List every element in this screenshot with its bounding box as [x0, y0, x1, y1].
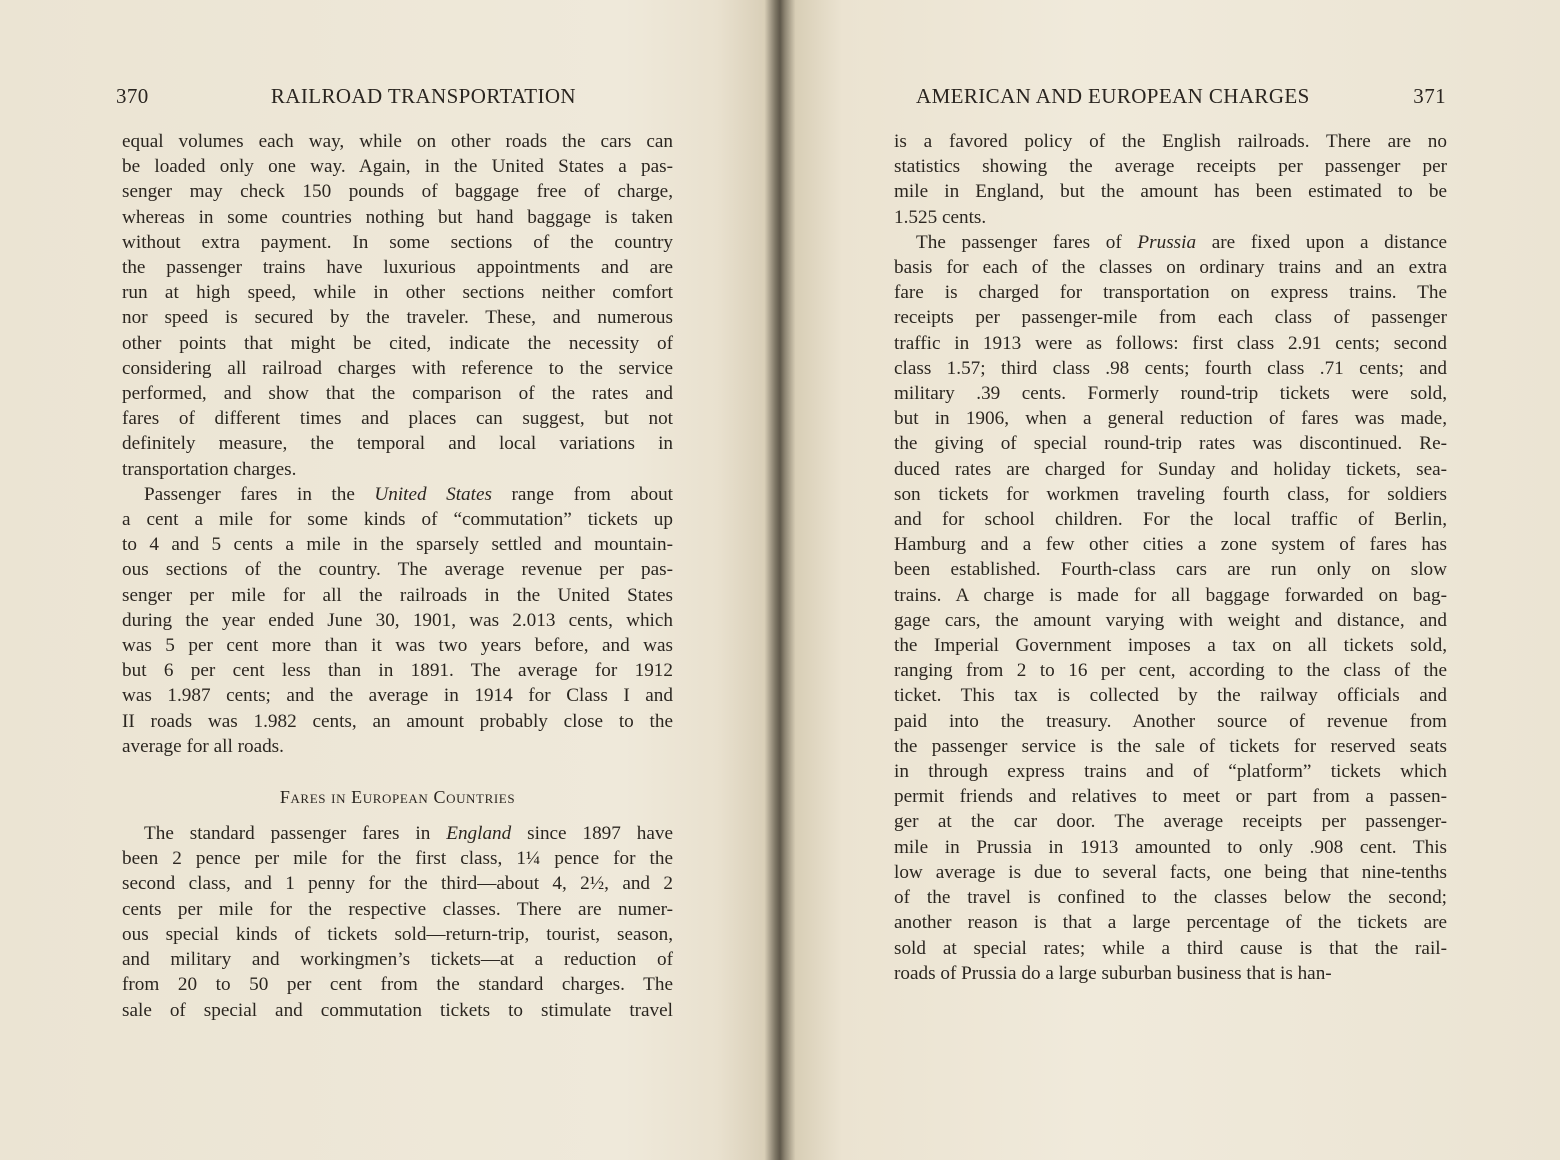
paragraph-1 — [894, 129, 1447, 230]
text-run: The passenger fares of — [916, 231, 1138, 253]
right-page — [784, 0, 1560, 1160]
text-line: senger per mile for all the railroads in the United States — [122, 584, 673, 606]
text-line: class 1.57; third class .98 cents; fourth class .71 cents; and — [894, 357, 1447, 379]
text-line: transportation charges. — [122, 458, 297, 480]
page-number-left: 370 — [116, 84, 149, 108]
text-line: sold at special rates; while a third cause is that the rail- — [894, 937, 1447, 959]
text-line: whereas in some countries nothing but hand baggage is taken — [122, 206, 673, 228]
text-run: Passenger fares in the — [144, 483, 375, 505]
right-running-head — [916, 84, 1446, 109]
text-line: from 20 to 50 per cent from the standard charges. The — [122, 974, 673, 996]
text-line: roads of Prussia do a large suburban business that is han- — [894, 962, 1332, 984]
running-head-title-left: RAILROAD TRANSPORTATION — [270, 84, 576, 108]
text-line: other points that might be cited, indicate the necessity of — [122, 332, 673, 354]
text-line: and military and workingmen’s tickets—at a reduction of — [122, 949, 673, 971]
text-line: fares of different times and places can suggest, but not — [122, 408, 673, 430]
text-line: of the travel is confined to the classes below the second; — [894, 887, 1447, 909]
text-line: a cent a mile for some kinds of “commutation” tickets up — [122, 509, 673, 531]
paragraph-2 — [894, 230, 1447, 986]
text-line: ticket. This tax is collected by the railway officials and — [894, 685, 1447, 707]
text-line: sale of special and commutation tickets to stimulate travel — [122, 999, 673, 1021]
text-line — [122, 482, 673, 507]
text-line: definitely measure, the temporal and local variations in — [122, 433, 673, 455]
left-running-head — [116, 84, 576, 109]
text-line: and for school children. For the local traffic of Berlin, — [894, 509, 1447, 531]
text-line: II roads was 1.982 cents, an amount probably close to the — [122, 710, 673, 732]
text-line: be loaded only one way. Again, in the United States a pas- — [122, 156, 673, 178]
right-body-text — [894, 129, 1447, 986]
text-line: trains. A charge is made for all baggage forwarded on bag- — [894, 584, 1447, 606]
text-line: been established. Fourth-class cars are run only on slow — [894, 559, 1447, 581]
text-line: ger at the car door. The average receipts per passenger- — [894, 811, 1447, 833]
text-line: paid into the treasury. Another source of revenue from — [894, 710, 1447, 732]
page-number-right: 371 — [1413, 84, 1446, 108]
text-line: mile in England, but the amount has been estimated to be — [894, 181, 1447, 203]
text-line: senger may check 150 pounds of baggage free of charge, — [122, 181, 673, 203]
text-line: basis for each of the classes on ordinary trains and an extra — [894, 257, 1447, 279]
text-line: mile in Prussia in 1913 amounted to only .908 cent. This — [894, 836, 1447, 858]
left-page — [0, 0, 776, 1160]
text-line: during the year ended June 30, 1901, was 2.013 cents, which — [122, 609, 673, 631]
text-line: low average is due to several facts, one being that nine-tenths — [894, 861, 1447, 883]
text-line: ous sections of the country. The average revenue per pas- — [122, 559, 673, 581]
left-body-text — [122, 129, 673, 1023]
text-line — [894, 230, 1447, 255]
text-line: duced rates are charged for Sunday and holiday tickets, sea- — [894, 458, 1447, 480]
paragraph-1 — [122, 129, 673, 482]
text-line: nor speed is secured by the traveler. These, and numerous — [122, 307, 673, 329]
text-line: but in 1906, when a general reduction of fares was made, — [894, 408, 1447, 430]
italic-place-name: England — [446, 823, 512, 845]
text-line: is a favored policy of the English railroads. There are no — [894, 131, 1447, 152]
text-run: since 1897 have — [511, 823, 673, 845]
text-line: without extra payment. In some sections of the country — [122, 231, 673, 253]
text-line: the Imperial Government imposes a tax on all tickets sold, — [894, 635, 1447, 657]
text-line: performed, and show that the comparison of the rates and — [122, 383, 673, 405]
text-line: equal volumes each way, while on other roads the cars can — [122, 131, 673, 152]
section-heading: Fares in European Countries — [279, 787, 516, 808]
text-line: considering all railroad charges with reference to the service — [122, 357, 673, 379]
paragraph-3 — [122, 821, 673, 1023]
text-line: Hamburg and a few other cities a zone system of fares has — [894, 534, 1447, 556]
text-line: son tickets for workmen traveling fourth class, for soldiers — [894, 483, 1447, 505]
text-line — [122, 821, 673, 846]
text-line: the passenger trains have luxurious appointments and are — [122, 257, 673, 279]
text-line: second class, and 1 penny for the third—about 4, 2½, and 2 — [122, 873, 673, 895]
text-line: but 6 per cent less than in 1891. The average for 1912 — [122, 660, 673, 682]
text-line: ous special kinds of tickets sold—return-trip, tourist, season, — [122, 923, 673, 945]
text-run: are fixed upon a distance — [1196, 231, 1447, 253]
text-run: range from about — [491, 483, 673, 505]
text-line: was 1.987 cents; and the average in 1914 for Class I and — [122, 685, 673, 707]
text-line: cents per mile for the respective classes. There are numer- — [122, 898, 673, 920]
text-line: average for all roads. — [122, 735, 284, 757]
text-line: 1.525 cents. — [894, 206, 987, 228]
text-run: The standard passenger fares in — [144, 823, 447, 845]
text-line: to 4 and 5 cents a mile in the sparsely settled and mountain- — [122, 534, 673, 556]
text-line: ranging from 2 to 16 per cent, according to the class of the — [894, 660, 1447, 682]
text-line: fare is charged for transportation on express trains. The — [894, 282, 1447, 304]
text-line: run at high speed, while in other sections neither comfort — [122, 282, 673, 304]
text-line: the passenger service is the sale of tickets for reserved seats — [894, 735, 1447, 757]
text-line: permit friends and relatives to meet or part from a passen- — [894, 786, 1447, 808]
text-line: traffic in 1913 were as follows: first class 2.91 cents; second — [894, 332, 1447, 354]
text-line: statistics showing the average receipts per passenger per — [894, 156, 1447, 178]
text-line: been 2 pence per mile for the first class, 1¼ pence for the — [122, 848, 673, 870]
text-line: in through express trains and of “platform” tickets which — [894, 761, 1447, 783]
text-line: receipts per passenger-mile from each class of passenger — [894, 307, 1447, 329]
text-line: gage cars, the amount varying with weight and distance, and — [894, 609, 1447, 631]
text-line: the giving of special round-trip rates was discontinued. Re- — [894, 433, 1447, 455]
italic-place-name: Prussia — [1137, 231, 1197, 253]
text-line: another reason is that a large percentage of the tickets are — [894, 912, 1447, 934]
italic-place-name: United States — [374, 483, 492, 505]
text-line: military .39 cents. Formerly round-trip tickets were sold, — [894, 383, 1447, 405]
running-head-title-right: AMERICAN AND EUROPEAN CHARGES — [916, 84, 1310, 108]
paragraph-2 — [122, 482, 673, 759]
text-line: was 5 per cent more than it was two years before, and was — [122, 635, 673, 657]
